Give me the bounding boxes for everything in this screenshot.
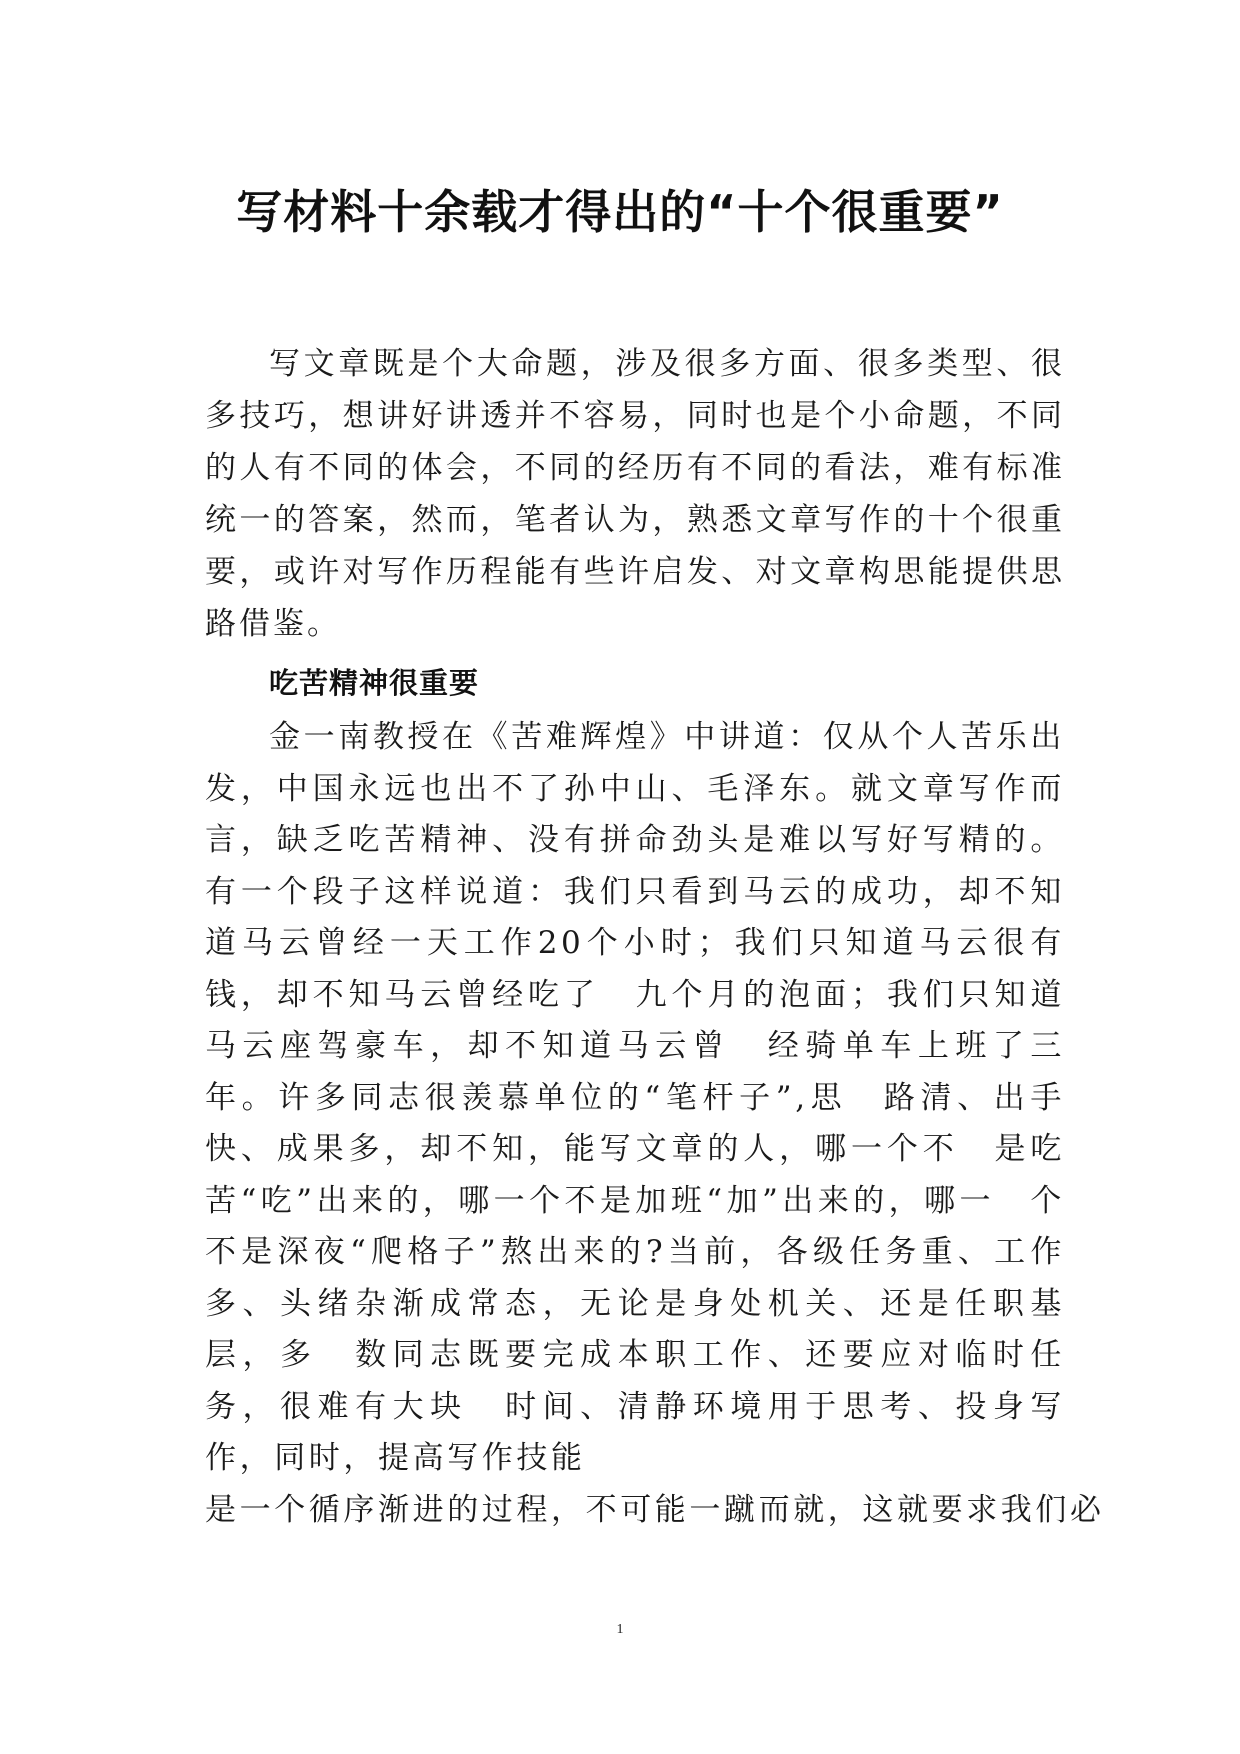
- page-number: 1: [616, 1622, 624, 1637]
- document-title: 写材料十余载才得出的“十个很重要”: [236, 185, 1004, 239]
- section-heading: 吃苦精神很重要: [269, 666, 480, 700]
- intro-paragraph: 写文章既是个大命题，涉及很多方面、很多类型、很多技巧，想讲好讲透并不容易，同时也是个小命题，不同的人有不同的体会，不同的经历有不同的看法，难有标准统一的答案，然而，笔者认为，熟悉文章写作的十个很重要，或许对写作历程能有些许启发、对文章构思能提供思路借鉴。: [205, 346, 1065, 642]
- section-paragraph: 金一南教授在《苦难辉煌》中讲道：仅从个人苦乐出发，中国永远也出不了孙中山、毛泽东。就文章写作而言，缺乏吃苦精神、没有拼命劲头是难以写好写精的。有一个段子这样说道：我们只看到马云的成功，却不知道马云曾经一天工作20个小时；我们只知道马云很有钱，却不知马云曾经吃了 九个月的泡面；我们只知道马云座驾豪车，却不知道马云曾 经骑单车上班了三年。许多同志很羡慕单位的“笔杆子”,思 路清、出手快、成果多，却不知，能写文章的人，哪一个不 是吃苦“吃”出来的，哪一个不是加班“加”出来的，哪一 个不是深夜“爬格子”熬出来的?当前，各级任务重、工作 多、头绪杂渐成常态，无论是身处机关、还是任职基层，多 数同志既要完成本职工作、还要应对临时任务，很难有大块 时间、清静环境用于思考、投身写作，同时，提高写作技能: [205, 719, 1100, 1476]
- document-body: [205, 338, 1105, 1536]
- section-paragraph-continuation: 是一个循序渐进的过程，不可能一蹴而就，这就要求我们必: [205, 1491, 1105, 1528]
